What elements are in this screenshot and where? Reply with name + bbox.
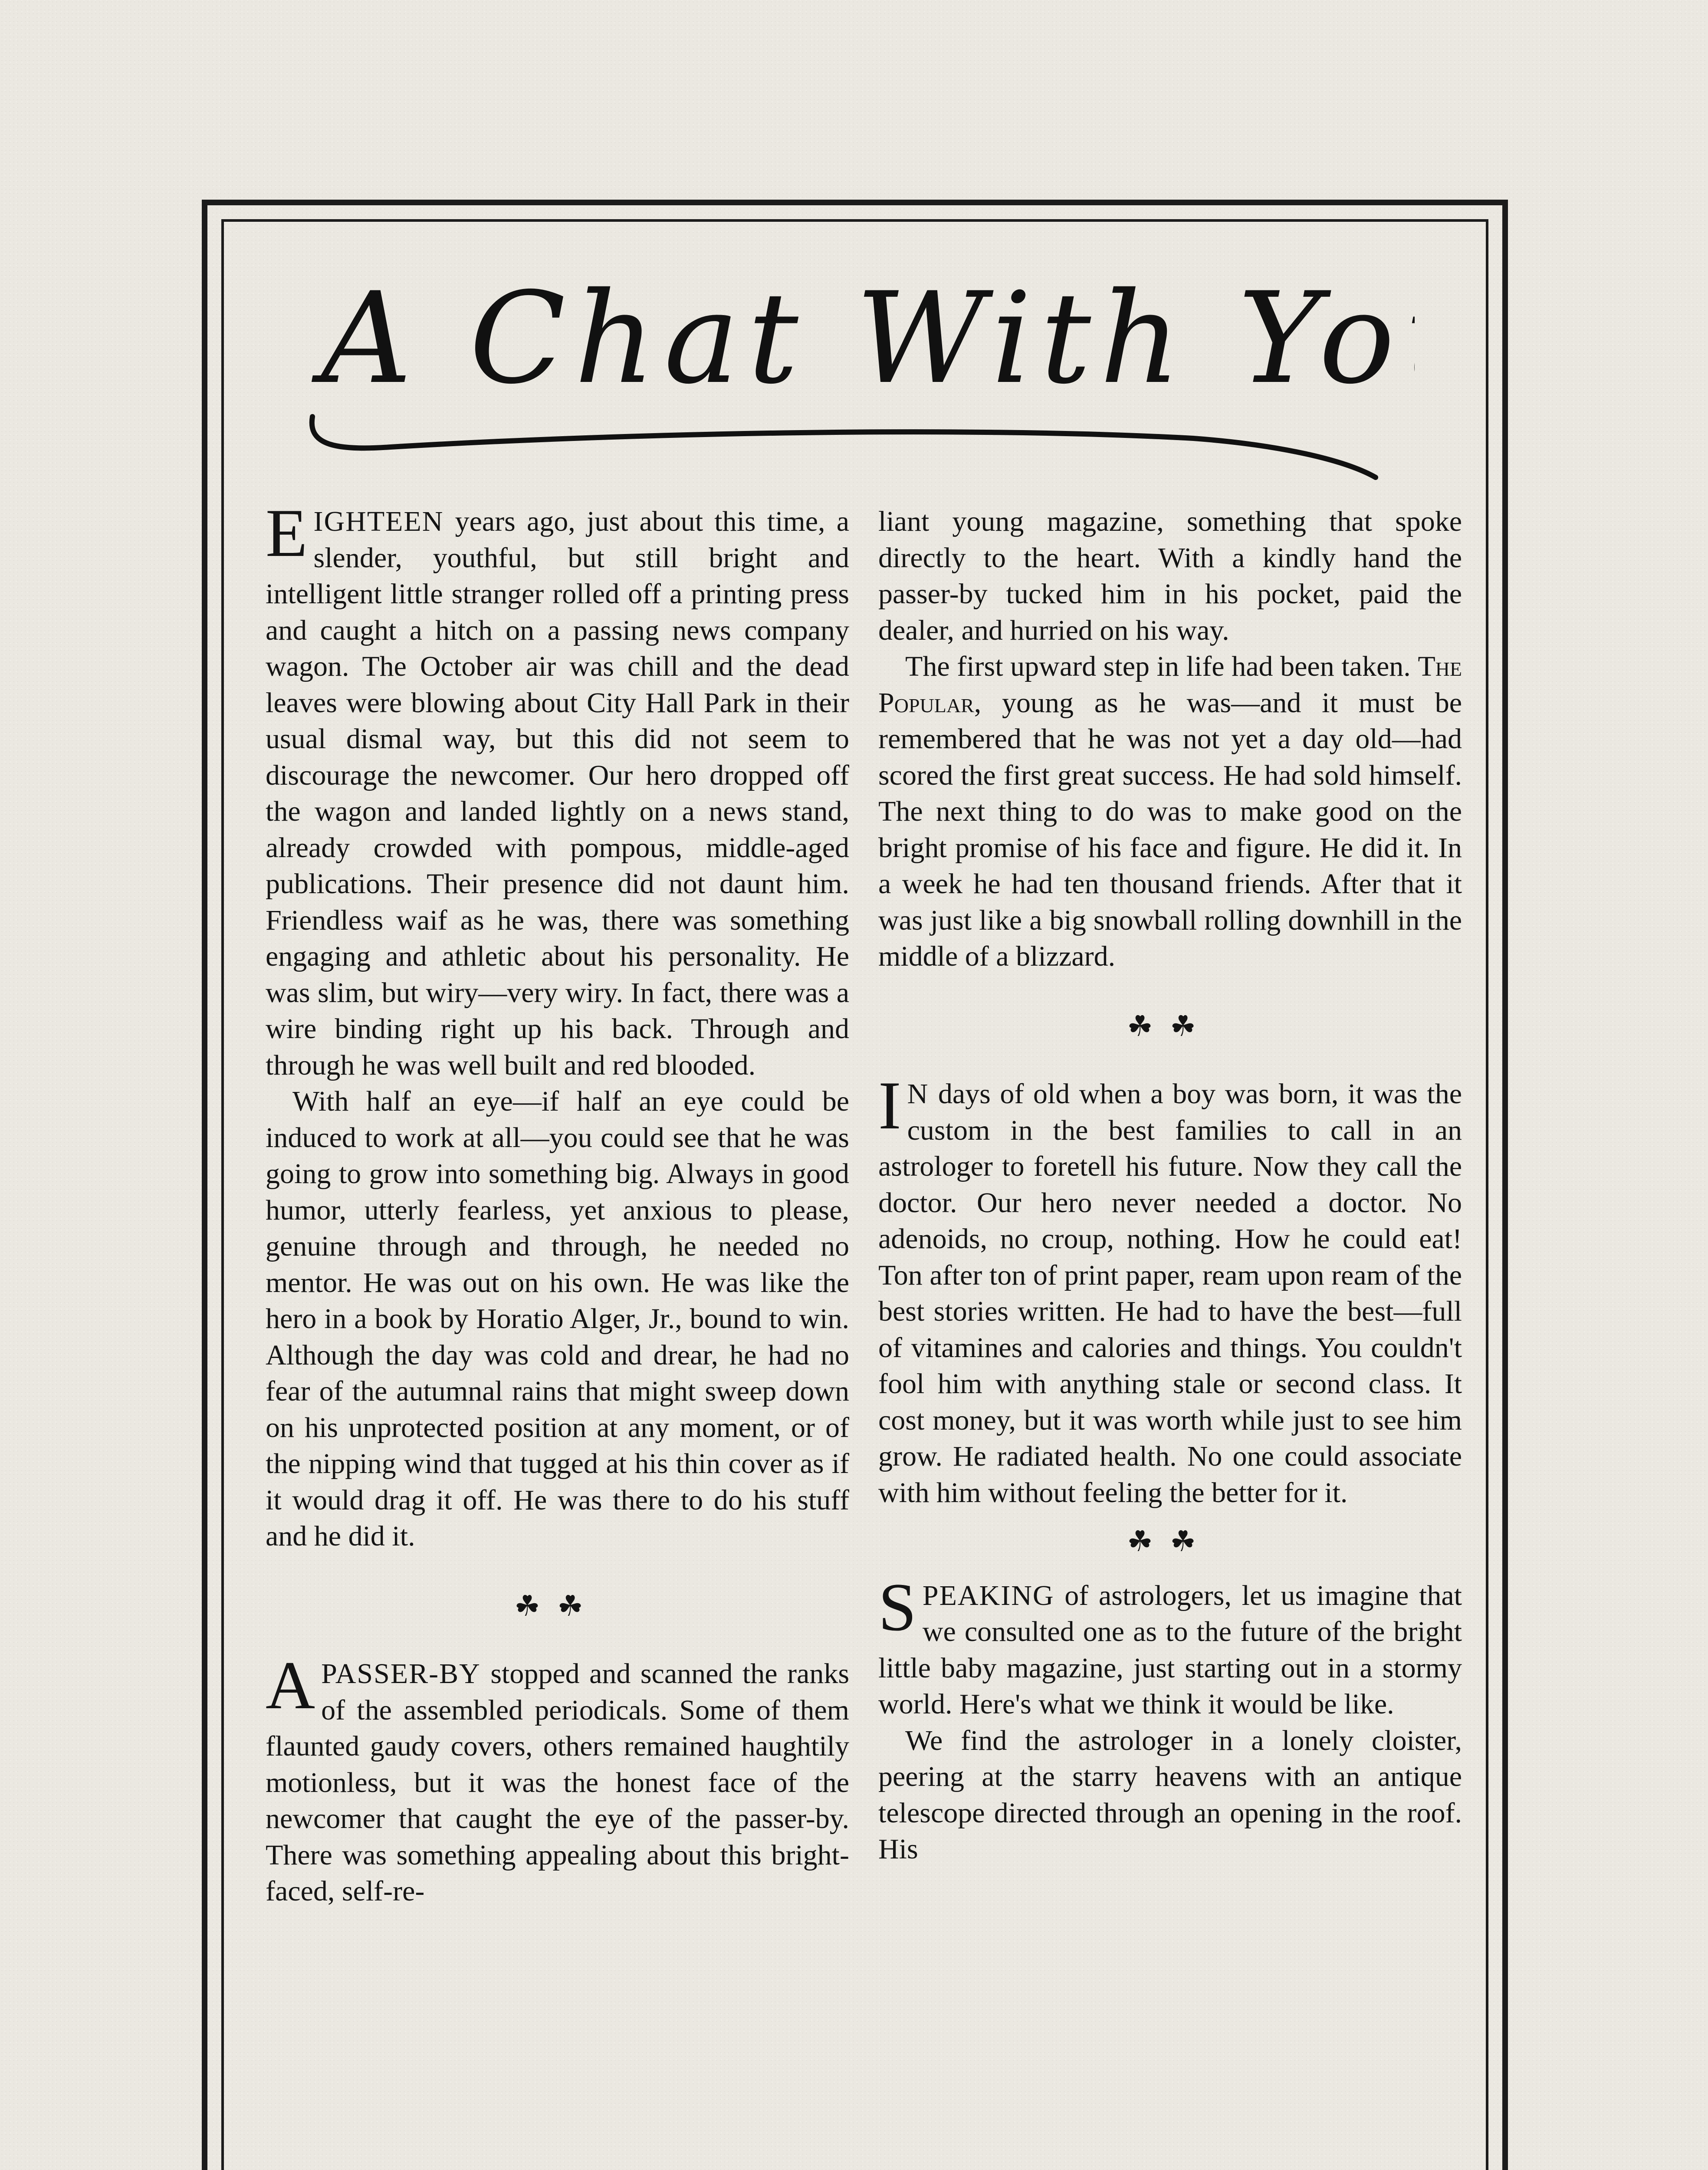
section-ornament: ☘☘	[1127, 1526, 1213, 1558]
lead-in: PASSER-BY	[321, 1658, 481, 1690]
paragraph: liant young magazine, something that spoke directly to the heart. With a kindly hand the passer-by tucked him in his pocket, paid the dealer, and hurried on his way.	[878, 506, 1462, 646]
paragraph	[878, 1068, 1462, 1511]
drop-cap: S	[878, 1569, 916, 1645]
paragraph-text: years ago, just about this time, a slender, youthful, but still bright and intelligent little stranger rolled off a printing press and caught a hitch on a passing news company wagon. The October air was chill and the dead leaves were blowing about City Hall Park in their usual dismal way, but this did not seem to discourage the newcomer. Our hero dropped off the wagon and landed lightly on a news stand, already crowded with pompous, middle-aged publications. Their presence did not daunt him. Friendless waif as he was, there was something engaging and athletic about his personality. He was slim, but wiry—very wiry. In fact, there was a wire binding right up his back. Through and through he was well built and red blooded.	[266, 506, 849, 1081]
title-script	[304, 273, 1415, 482]
right-column	[878, 503, 1462, 1868]
title-text: A Chat With You	[321, 273, 1415, 412]
section-ornament: ☘☘	[514, 1590, 601, 1622]
paragraph	[266, 1647, 849, 1910]
paragraph-text: The first upward step in life had been taken.	[905, 651, 1418, 682]
magazine-name: The Popular,	[878, 651, 1462, 719]
paragraph	[266, 495, 849, 1083]
title-flourish	[312, 417, 1376, 477]
lead-in: IGHTEEN	[313, 506, 444, 537]
lead-in: PEAKING	[922, 1579, 1054, 1611]
left-column	[266, 495, 849, 1910]
paragraph	[878, 1569, 1462, 1723]
paragraph: We find the astrologer in a lonely cloister, peering at the starry heavens with an antique telescope directed through an opening in the roof. His	[878, 1724, 1462, 1865]
paragraph: With half an eye—if half an eye could be induced to work at all—you could see that he was going to grow into something big. Always in good humor, utterly fearless, yet anxious to please, genuine through and through, he needed no mentor. He was out on his own. He was like the hero in a book by Horatio Alger, Jr., bound to win. Although the day was cold and drear, he had no fear of the autumnal rains that might sweep down on his unprotected position at any moment, or of the nipping wind that tugged at his thin cover as if it would drag it off. He was there to do his stuff and he did it.	[266, 1085, 849, 1552]
paragraph-text: young as he was—and it must be remembered that he was not yet a day old—had scored the first great success. He had sold himself. The next thing to do was to make good on the bright promise of his face and figure. He did it. In a week he had ten thousand friends. After that it was just like a big snowball rolling downhill in the middle of a blizzard.	[878, 687, 1462, 972]
paragraph	[878, 648, 1462, 975]
paragraph-text: of astrologers, let us imagine that we consulted one as to the future of the bright little baby magazine, just starting out in a stormy world. Here's what we think it would be like.	[878, 1579, 1462, 1720]
section-ornament: ☘☘	[1127, 1010, 1213, 1042]
paragraph-text: stopped and scanned the ranks of the assembled periodicals. Some of them flaunted gaudy covers, others remained haughtily motionless, but it was the honest face of the newcomer that caught the eye of the passer-by. There was something appealing about this bright-faced, self-re-	[266, 1658, 849, 1907]
page-title	[304, 273, 1415, 482]
lead-in: N	[907, 1078, 929, 1110]
drop-cap: A	[266, 1647, 315, 1723]
drop-cap: E	[266, 495, 308, 571]
drop-cap: I	[878, 1068, 901, 1144]
paragraph-text: days of old when a boy was born, it was the custom in the best families to call in an astrologer to foretell his future. Now they call the doctor. Our hero never needed a doctor. No adenoids, no croup, nothing. How he could eat! Ton after ton of print paper, ream upon ream of the best stories written. He had to have the best—full of vitamines and calories and things. You couldn't fool him with anything stale or second class. It cost money, but it was worth while just to see him grow. He radiated health. No one could associate with him without feeling the better for it.	[878, 1078, 1462, 1509]
